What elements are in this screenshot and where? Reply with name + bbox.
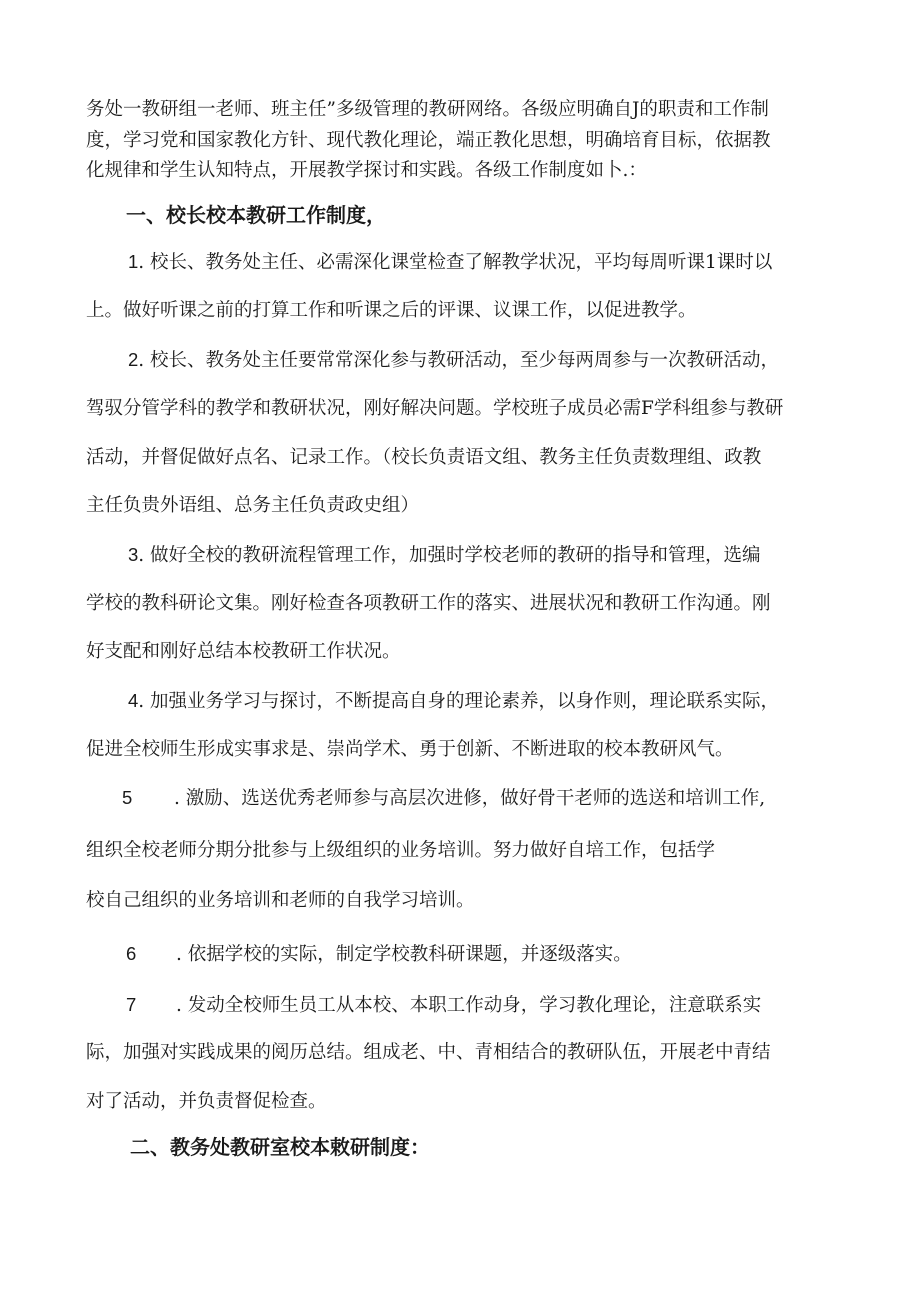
item-7-line-2: 际，加强对实践成果的阅历总结。组成老、中、青相结合的教研队伍，开展老中青结 bbox=[86, 1042, 771, 1063]
item-3-line-3: 好支配和刚好总结本校教研工作状况。 bbox=[86, 641, 401, 662]
item-3-line-1: 3. 做好全校的教研流程管理工作，加强时学校老师的教研的指导和管理，选编 bbox=[128, 541, 888, 570]
item-2-line-4: 主任负贵外语组、总务主任负责政史组） bbox=[86, 495, 420, 516]
intro-line-3: 化规律和学生认知特点，开展教学探讨和实践。各级工作制度如卜.： bbox=[86, 160, 647, 181]
intro-line-2: 度，学习党和国家教化方针、现代教化理论，端正教化思想，明确培育目标，依据教 bbox=[86, 130, 771, 151]
item-4-line-1: 4. 加强业务学习与探讨，不断提高自身的理论素养，以身作则，理论联系实际， bbox=[128, 687, 888, 716]
item-1-line-2: 上。做好听课之前的打算工作和听课之后的评课、议课工作，以促进教学。 bbox=[86, 300, 697, 321]
item-4-line-2: 促进全校师生形成实事求是、崇尚学术、勇于创新、不断进取的校本教研风气。 bbox=[86, 739, 734, 760]
section2-heading: 二、教务处教研室校本敕研制度： bbox=[130, 1135, 430, 1159]
item-2-line-3: 活动，并督促做好点名、记录工作。（校长负责语文组、教务主任负责数理组、政教 bbox=[86, 447, 762, 468]
item-1-number: 1 bbox=[128, 251, 139, 272]
item-5-line-2: 组织全校老师分期分批参与上级组织的业务培训。努力做好自培工作，包括学 bbox=[86, 840, 716, 861]
item-6-number: 6 bbox=[126, 943, 137, 964]
item-3-line-2: 学校的教科研论文集。刚好检查各项教研工作的落实、进展状况和教研工作沟通。刚 bbox=[86, 593, 771, 614]
item-5-number: 5 bbox=[122, 787, 133, 808]
item-7-number: 7 bbox=[126, 994, 137, 1015]
intro-line-1: 务处一教研组一老师、班主任”多级管理的教研网络。各级应明确自J的职责和工作制 bbox=[86, 99, 769, 120]
item-2-number: 2 bbox=[128, 349, 139, 370]
section1-heading: 一、校长校本教研工作制度， bbox=[126, 203, 386, 227]
item-7-line-3: 对了活动，并负责督促检查。 bbox=[86, 1091, 327, 1112]
item-5-line-3: 校自己组织的业务培训和老师的自我学习培训。 bbox=[86, 890, 475, 911]
item-4-number: 4 bbox=[128, 690, 139, 711]
item-2-line-2: 驾驭分管学科的教学和教研状况，刚好解决问题。学校班子成员必需F学科组参与教研 bbox=[86, 398, 784, 419]
item-6-line-1: 6 . 依据学校的实际，制定学校教科研课题，并逐级落实。 bbox=[126, 940, 886, 969]
item-5-line-1: 5 . 激励、选送优秀老师参与高层次进修，做好骨干老师的选送和培训工作, bbox=[122, 784, 882, 813]
item-2-line-1: 2. 校长、教务处主任要常常深化参与教研活动，至少每两周参与一次教研活动， bbox=[128, 346, 888, 375]
item-7-line-1: 7 . 发动全校师生员工从本校、本职工作动身，学习教化理论，注意联系实 bbox=[126, 991, 886, 1020]
item-1-line-1: 1. 校长、教务处主任、必需深化课堂检查了解教学状况，平均每周听课1课时以 bbox=[128, 248, 888, 277]
item-3-number: 3 bbox=[128, 544, 139, 565]
